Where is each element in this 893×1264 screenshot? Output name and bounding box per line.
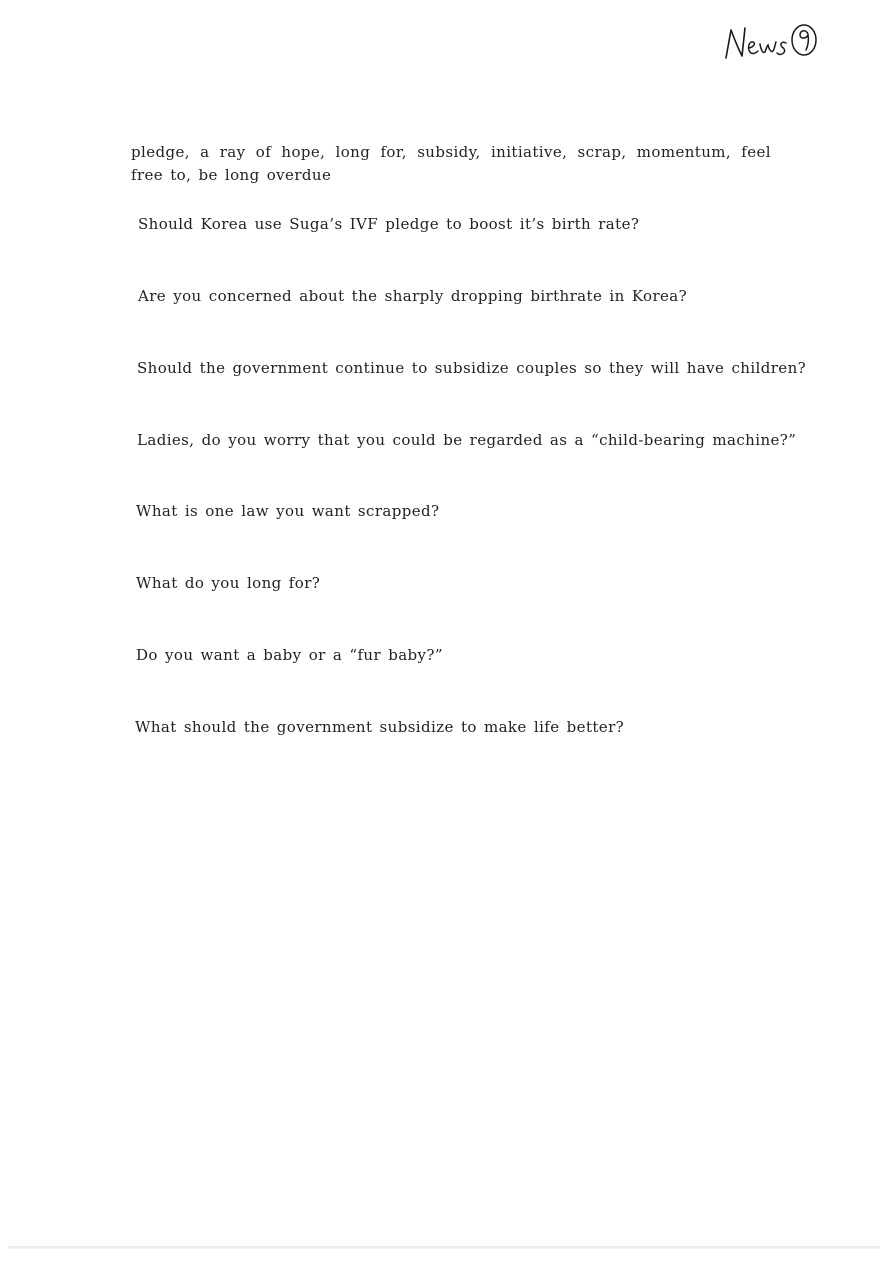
discussion-question: What should the government subsidize to make life better? <box>135 718 625 736</box>
discussion-question: Do you want a baby or a “fur baby?” <box>136 646 443 664</box>
discussion-question: Should Korea use Suga’s IVF pledge to boost it’s birth rate? <box>138 215 640 233</box>
handwritten-annotation-icon <box>718 18 828 66</box>
discussion-question: Ladies, do you worry that you could be regarded as a “child-bearing machine?” <box>137 431 797 449</box>
discussion-question: Are you concerned about the sharply dropping birthrate in Korea? <box>138 287 688 305</box>
discussion-question: What is one law you want scrapped? <box>136 502 440 520</box>
scan-bottom-edge <box>8 1246 880 1249</box>
discussion-question: Should the government continue to subsidize couples so they will have children? <box>137 359 807 377</box>
handwritten-news-9-annotation <box>718 18 828 66</box>
vocabulary-list: pledge, a ray of hope, long for, subsidy, initiative, scrap, momentum, feel free to, be long overdue <box>131 143 771 184</box>
discussion-question: What do you long for? <box>136 574 321 592</box>
